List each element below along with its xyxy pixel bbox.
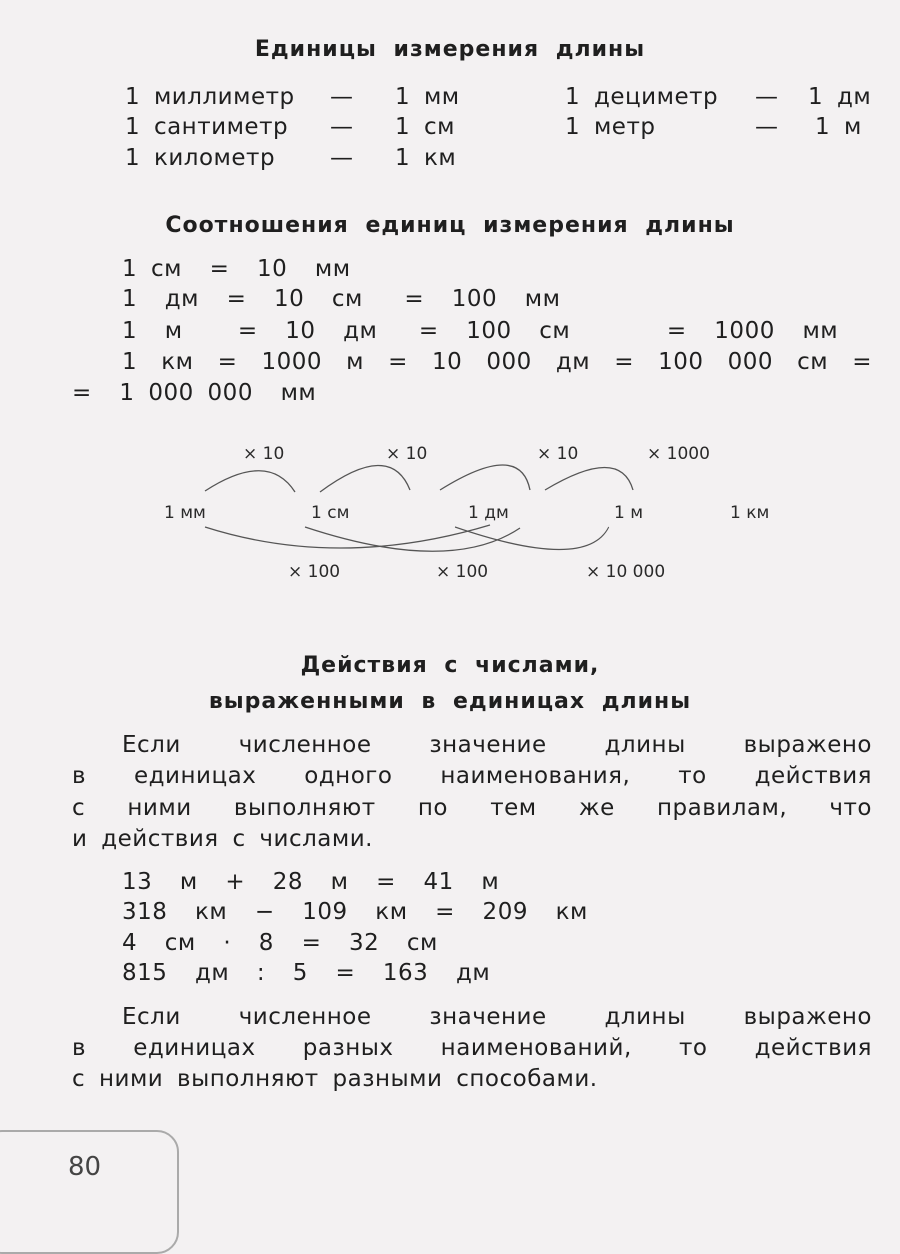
actions-heading-line2: выраженными в единицах длины (208, 689, 692, 714)
top-factor: × 10 (386, 444, 428, 464)
diagram-unit: 1 км (730, 503, 770, 523)
relation-line: 1 дм = 10 см = 100 мм (122, 286, 561, 312)
arc-cm-dm (320, 465, 410, 492)
arc-mm-cm (205, 471, 295, 492)
unit-name: 1 километр (125, 145, 276, 171)
diagram-unit: 1 мм (164, 503, 206, 523)
page-number: 80 (68, 1152, 102, 1182)
unit-abbr: 1 км (395, 145, 457, 171)
top-factor: × 10 (243, 444, 285, 464)
paragraph-line: с ними выполняют по тем же правилам, что (72, 795, 872, 821)
paragraph-line: с ними выполняют разными способами. (72, 1066, 598, 1092)
unit-name: 1 метр (565, 114, 656, 140)
diagram-unit: 1 м (614, 503, 644, 523)
diagram-unit: 1 дм (468, 503, 509, 523)
relation-line: = 1 000 000 мм (72, 380, 317, 406)
unit-name: 1 миллиметр (125, 84, 295, 110)
unit-dash: — (755, 114, 779, 140)
top-factor: × 1000 (647, 444, 710, 464)
arc-mm-dm (205, 525, 490, 548)
unit-dash: — (330, 84, 354, 110)
bottom-factor: × 10 000 (586, 562, 666, 582)
relation-line: 1 см = 10 мм (122, 256, 351, 282)
relation-line: 1 м = 10 дм = 100 см = 1000 мм (122, 318, 839, 344)
bottom-factor: × 100 (436, 562, 489, 582)
top-factor: × 10 (537, 444, 579, 464)
actions-heading-line1: Действия с числами, (300, 653, 600, 678)
units-heading: Единицы измерения длины (254, 37, 646, 62)
example-line: 4 см · 8 = 32 см (122, 930, 438, 956)
unit-dash: — (755, 84, 779, 110)
arc-dm-m (440, 465, 530, 490)
unit-name: 1 сантиметр (125, 114, 289, 140)
paragraph-line: в единицах одного наименования, то действия (72, 763, 872, 789)
example-line: 13 м + 28 м = 41 м (122, 869, 500, 895)
unit-dash: — (330, 145, 354, 171)
arc-m-km (545, 468, 633, 491)
unit-abbr: 1 м (815, 114, 862, 140)
paragraph-line: Если численное значение длины выражено (122, 732, 872, 758)
unit-abbr: 1 дм (808, 84, 872, 110)
unit-abbr: 1 мм (395, 84, 460, 110)
unit-abbr: 1 см (395, 114, 455, 140)
page-corner-frame (0, 1130, 179, 1254)
example-line: 815 дм : 5 = 163 дм (122, 960, 491, 986)
bottom-factor: × 100 (288, 562, 341, 582)
paragraph-line: и действия с числами. (72, 826, 373, 852)
example-line: 318 км − 109 км = 209 км (122, 899, 588, 925)
unit-name: 1 дециметр (565, 84, 719, 110)
relations-heading: Соотношения единиц измерения длины (165, 213, 735, 238)
paragraph-line: Если численное значение длины выражено (122, 1004, 872, 1030)
paragraph-line: в единицах разных наименований, то действия (72, 1035, 872, 1061)
unit-dash: — (330, 114, 354, 140)
relation-line: 1 км = 1000 м = 10 000 дм = 100 000 см = (122, 349, 872, 375)
diagram-unit: 1 см (311, 503, 350, 523)
